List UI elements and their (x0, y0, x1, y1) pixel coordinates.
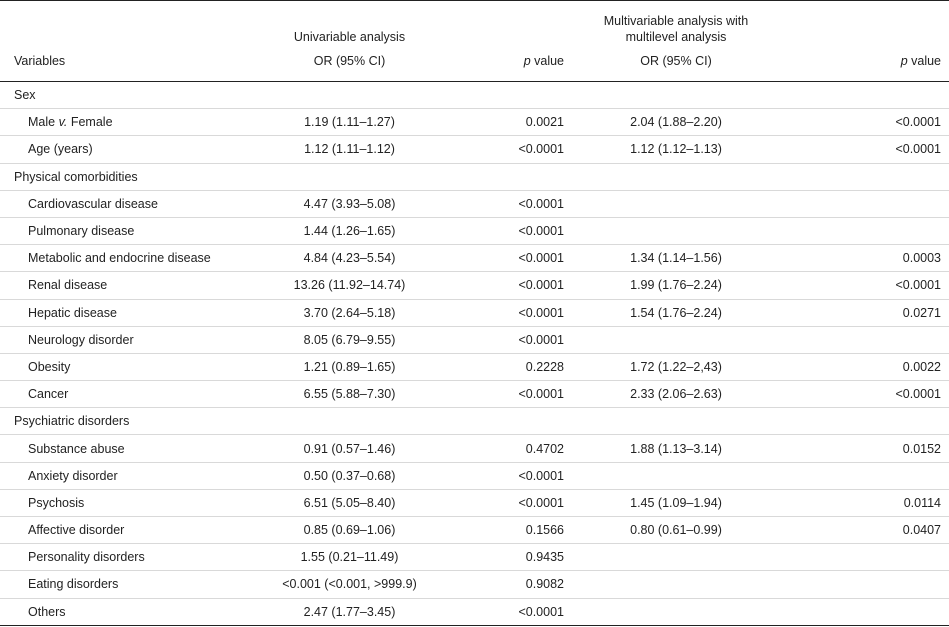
multivariable-p-cell: <0.0001 (780, 381, 949, 408)
header-spacer (0, 1, 252, 49)
variable-label (0, 489, 252, 516)
table-row (0, 462, 949, 489)
univariable-or-cell: 4.84 (4.23–5.54) (252, 245, 447, 272)
univariable-p-cell: <0.0001 (447, 245, 572, 272)
multivariable-p-cell: <0.0001 (780, 109, 949, 136)
multivariable-or-cell: 1.99 (1.76–2.24) (572, 272, 780, 299)
variable-label-prefix: Cardiovascular disease (28, 196, 158, 211)
multivariable-p-cell: 0.0022 (780, 353, 949, 380)
multivariable-or-cell (572, 571, 780, 598)
variable-label-prefix: Others (28, 604, 66, 619)
univariable-p-cell: <0.0001 (447, 190, 572, 217)
multivariable-or-cell (572, 190, 780, 217)
variable-label-prefix: Personality disorders (28, 550, 145, 565)
univariable-or-cell: 1.44 (1.26–1.65) (252, 217, 447, 244)
univariable-p-cell: 0.9435 (447, 544, 572, 571)
variable-label-prefix: Substance abuse (28, 441, 125, 456)
header-spacer-p1 (447, 1, 572, 49)
table-row (0, 326, 949, 353)
variable-label (0, 217, 252, 244)
table-row (0, 489, 949, 516)
univariable-or-cell: 1.55 (0.21–11.49) (252, 544, 447, 571)
header-p-italic: p (523, 54, 531, 68)
variable-label-prefix: Obesity (28, 359, 71, 374)
table-row (0, 109, 949, 136)
variable-label-prefix: Metabolic and endocrine disease (28, 251, 211, 266)
multivariable-p-cell (780, 462, 949, 489)
header-p-rest: value (530, 54, 564, 68)
univariable-p-cell: 0.0021 (447, 109, 572, 136)
variable-label (0, 272, 252, 299)
univariable-or-cell: 0.91 (0.57–1.46) (252, 435, 447, 462)
multivariable-or-cell: 0.80 (0.61–0.99) (572, 517, 780, 544)
multivariable-or-cell (572, 598, 780, 625)
header-multivariable-line1: Multivariable analysis with (603, 14, 749, 28)
multivariable-or-cell: 1.45 (1.09–1.94) (572, 489, 780, 516)
variable-label-prefix: Renal disease (28, 278, 108, 293)
table-row (0, 217, 949, 244)
header-spacer-p2 (780, 1, 949, 49)
multivariable-p-cell (780, 190, 949, 217)
table-row (0, 517, 949, 544)
header-p-italic: p (900, 54, 908, 68)
table-row (0, 245, 949, 272)
header-multivariable-title (572, 1, 780, 49)
table-row (0, 435, 949, 462)
header-row-group-titles (0, 1, 949, 49)
variable-label-prefix: Affective disorder (28, 523, 125, 538)
multivariable-p-cell: 0.0003 (780, 245, 949, 272)
variable-label (0, 109, 252, 136)
variable-label-prefix: Hepatic disease (28, 305, 117, 320)
header-row-column-labels (0, 49, 949, 82)
variable-label (0, 245, 252, 272)
univariable-or-cell: 0.85 (0.69–1.06) (252, 517, 447, 544)
table-row (0, 571, 949, 598)
section-row (0, 82, 949, 109)
variable-label (0, 381, 252, 408)
variable-label (0, 326, 252, 353)
variable-label-prefix: Neurology disorder (28, 332, 134, 347)
univariable-p-cell: <0.0001 (447, 381, 572, 408)
variable-label-prefix: Pulmonary disease (28, 224, 135, 239)
header-or-multivariable: OR (95% CI) (572, 49, 780, 82)
multivariable-p-cell (780, 326, 949, 353)
header-p-univariable (447, 49, 572, 82)
variable-label (0, 435, 252, 462)
variable-label-prefix: Anxiety disorder (28, 468, 118, 483)
table-header (0, 1, 949, 82)
multivariable-p-cell: 0.0407 (780, 517, 949, 544)
multivariable-or-cell (572, 217, 780, 244)
table-row (0, 272, 949, 299)
table-row (0, 381, 949, 408)
table-row (0, 190, 949, 217)
multivariable-or-cell: 2.04 (1.88–2.20) (572, 109, 780, 136)
multivariable-p-cell: <0.0001 (780, 136, 949, 163)
variable-label (0, 462, 252, 489)
multivariable-p-cell (780, 598, 949, 625)
multivariable-p-cell (780, 571, 949, 598)
table-body (0, 82, 949, 626)
variable-label-prefix: Male (28, 115, 59, 130)
header-multivariable-line2: multilevel analysis (625, 30, 727, 44)
variable-label-prefix: Psychosis (28, 495, 85, 510)
multivariable-p-cell (780, 544, 949, 571)
variable-label-prefix: Cancer (28, 387, 69, 402)
univariable-p-cell: 0.9082 (447, 571, 572, 598)
header-or-univariable: OR (95% CI) (252, 49, 447, 82)
section-row (0, 408, 949, 435)
multivariable-or-cell: 2.33 (2.06–2.63) (572, 381, 780, 408)
multivariable-p-cell (780, 217, 949, 244)
variable-label (0, 353, 252, 380)
multivariable-or-cell (572, 462, 780, 489)
univariable-p-cell: <0.0001 (447, 272, 572, 299)
univariable-or-cell: 13.26 (11.92–14.74) (252, 272, 447, 299)
variable-label (0, 517, 252, 544)
table-row (0, 136, 949, 163)
univariable-p-cell: <0.0001 (447, 217, 572, 244)
multivariable-or-cell: 1.34 (1.14–1.56) (572, 245, 780, 272)
multivariable-or-cell (572, 326, 780, 353)
variable-label (0, 598, 252, 625)
univariable-p-cell: 0.4702 (447, 435, 572, 462)
header-p-rest: value (907, 54, 941, 68)
table-row (0, 299, 949, 326)
univariable-or-cell: 4.47 (3.93–5.08) (252, 190, 447, 217)
univariable-or-cell: 8.05 (6.79–9.55) (252, 326, 447, 353)
univariable-p-cell: <0.0001 (447, 462, 572, 489)
multivariable-p-cell: 0.0152 (780, 435, 949, 462)
section-label: Physical comorbidities (0, 163, 949, 190)
section-row (0, 163, 949, 190)
header-p-multivariable (780, 49, 949, 82)
univariable-p-cell: <0.0001 (447, 299, 572, 326)
multivariable-p-cell: 0.0271 (780, 299, 949, 326)
univariable-p-cell: <0.0001 (447, 489, 572, 516)
multivariable-or-cell: 1.54 (1.76–2.24) (572, 299, 780, 326)
multivariable-p-cell: <0.0001 (780, 272, 949, 299)
header-univariable-title: Univariable analysis (293, 30, 406, 44)
univariable-or-cell: 1.21 (0.89–1.65) (252, 353, 447, 380)
variable-label-suffix: Female (67, 115, 113, 130)
variable-label (0, 136, 252, 163)
header-variables: Variables (0, 49, 252, 82)
multivariable-or-cell (572, 544, 780, 571)
univariable-or-cell: <0.001 (<0.001, >999.9) (252, 571, 447, 598)
univariable-p-cell: <0.0001 (447, 136, 572, 163)
multivariable-or-cell: 1.88 (1.13–3.14) (572, 435, 780, 462)
variable-label-italic: v. (58, 115, 68, 130)
section-label: Sex (0, 82, 949, 109)
table-row (0, 353, 949, 380)
univariable-or-cell: 3.70 (2.64–5.18) (252, 299, 447, 326)
section-label: Psychiatric disorders (0, 408, 949, 435)
variable-label-prefix: Eating disorders (28, 577, 119, 592)
table-row (0, 598, 949, 625)
univariable-or-cell: 0.50 (0.37–0.68) (252, 462, 447, 489)
univariable-or-cell: 2.47 (1.77–3.45) (252, 598, 447, 625)
multivariable-or-cell: 1.72 (1.22–2,43) (572, 353, 780, 380)
univariable-p-cell: <0.0001 (447, 598, 572, 625)
variable-label-prefix: Age (years) (28, 142, 93, 157)
univariable-p-cell: <0.0001 (447, 326, 572, 353)
multivariable-or-cell: 1.12 (1.12–1.13) (572, 136, 780, 163)
variable-label (0, 299, 252, 326)
multivariable-p-cell: 0.0114 (780, 489, 949, 516)
univariable-or-cell: 6.51 (5.05–8.40) (252, 489, 447, 516)
variable-label (0, 544, 252, 571)
variable-label (0, 190, 252, 217)
table-row (0, 544, 949, 571)
univariable-p-cell: 0.1566 (447, 517, 572, 544)
univariable-or-cell: 6.55 (5.88–7.30) (252, 381, 447, 408)
univariable-p-cell: 0.2228 (447, 353, 572, 380)
variable-label (0, 571, 252, 598)
univariable-or-cell: 1.19 (1.11–1.27) (252, 109, 447, 136)
univariable-or-cell: 1.12 (1.11–1.12) (252, 136, 447, 163)
